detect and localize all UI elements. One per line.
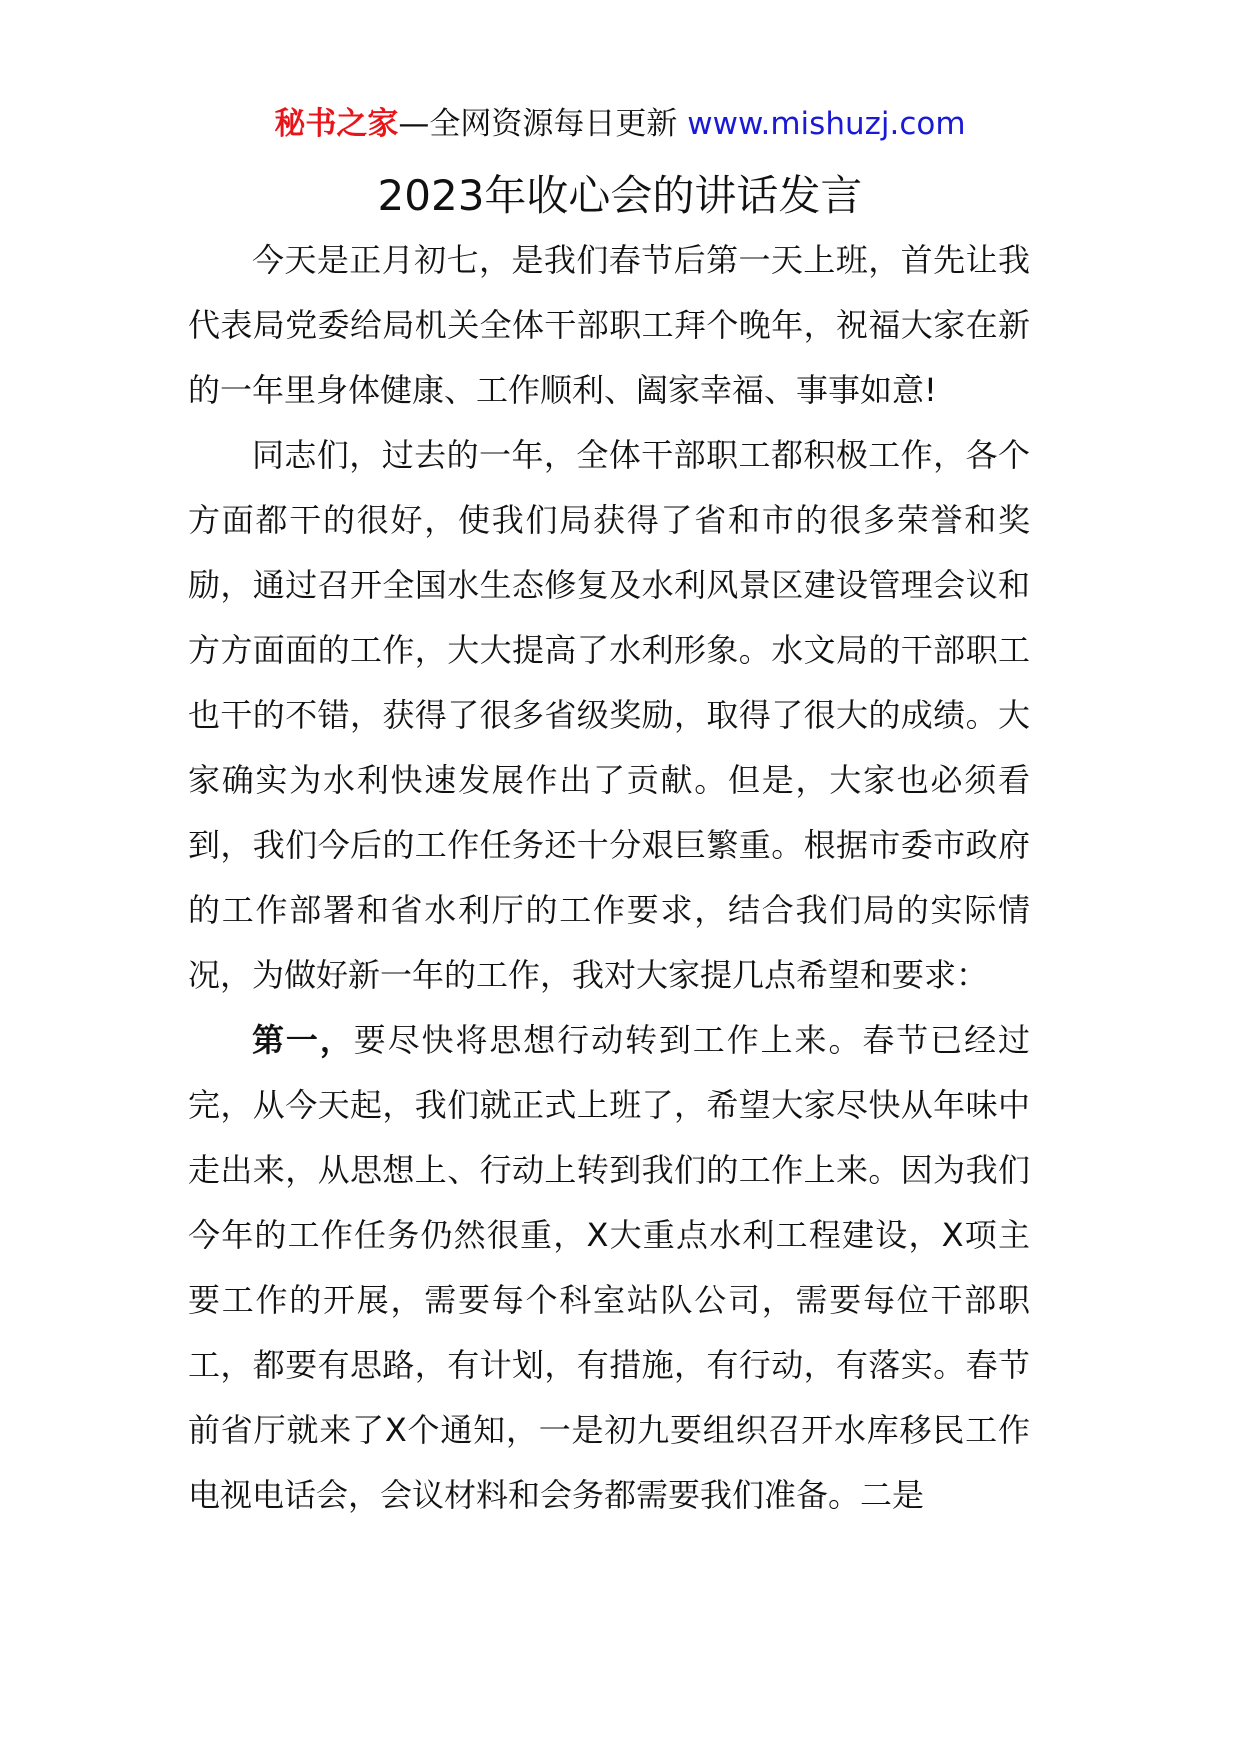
paragraph-lead: 第一， <box>252 1021 354 1059</box>
document-title: 2023年收心会的讲话发言 <box>377 171 863 220</box>
paragraph-text: 今天是正月初七，是我们春节后第一天上班，首先让我代表局党委给局机关全体干部职工拜个晚年，祝福大家在新的一年里身体健康、工作顺利、阖家幸福、事事如意! <box>188 241 1030 409</box>
paragraph <box>188 423 1030 1008</box>
paragraph-text: 要尽快将思想行动转到工作上来。春节已经过完，从今天起，我们就正式上班了，希望大家尽快从年味中走出来，从思想上、行动上转到我们的工作上来。因为我们今年的工作任务仍然很重，X大重点水利工程建设，X项主要工作的开展，需要每个科室站队公司，需要每位干部职工，都要有思路，有计划，有措施，有行动，有落实。春节前省厅就来了X个通知，一是初九要组织召开水库移民工作电视电话会，会议材料和会务都需要我们准备。二是 <box>188 1021 1030 1514</box>
document-body <box>188 228 1030 1528</box>
website-link[interactable]: www.mishuzj.com <box>687 106 966 142</box>
brand-name: 秘书之家 <box>274 106 399 142</box>
page-header <box>0 98 1240 150</box>
paragraph <box>188 1008 1030 1528</box>
paragraph <box>188 228 1030 423</box>
paragraph-text: 同志们，过去的一年，全体干部职工都积极工作，各个方面都干的很好，使我们局获得了省和市的很多荣誉和奖励，通过召开全国水生态修复及水利风景区建设管理会议和方方面面的工作，大大提高了水利形象。水文局的干部职工也干的不错，获得了很多省级奖励，取得了很大的成绩。大家确实为水利快速发展作出了贡献。但是，大家也必须看到，我们今后的工作任务还十分艰巨繁重。根据市委市政府的工作部署和省水利厅的工作要求，结合我们局的实际情况，为做好新一年的工作，我对大家提几点希望和要求： <box>188 436 1030 994</box>
header-tagline: —全网资源每日更新 <box>398 106 688 142</box>
